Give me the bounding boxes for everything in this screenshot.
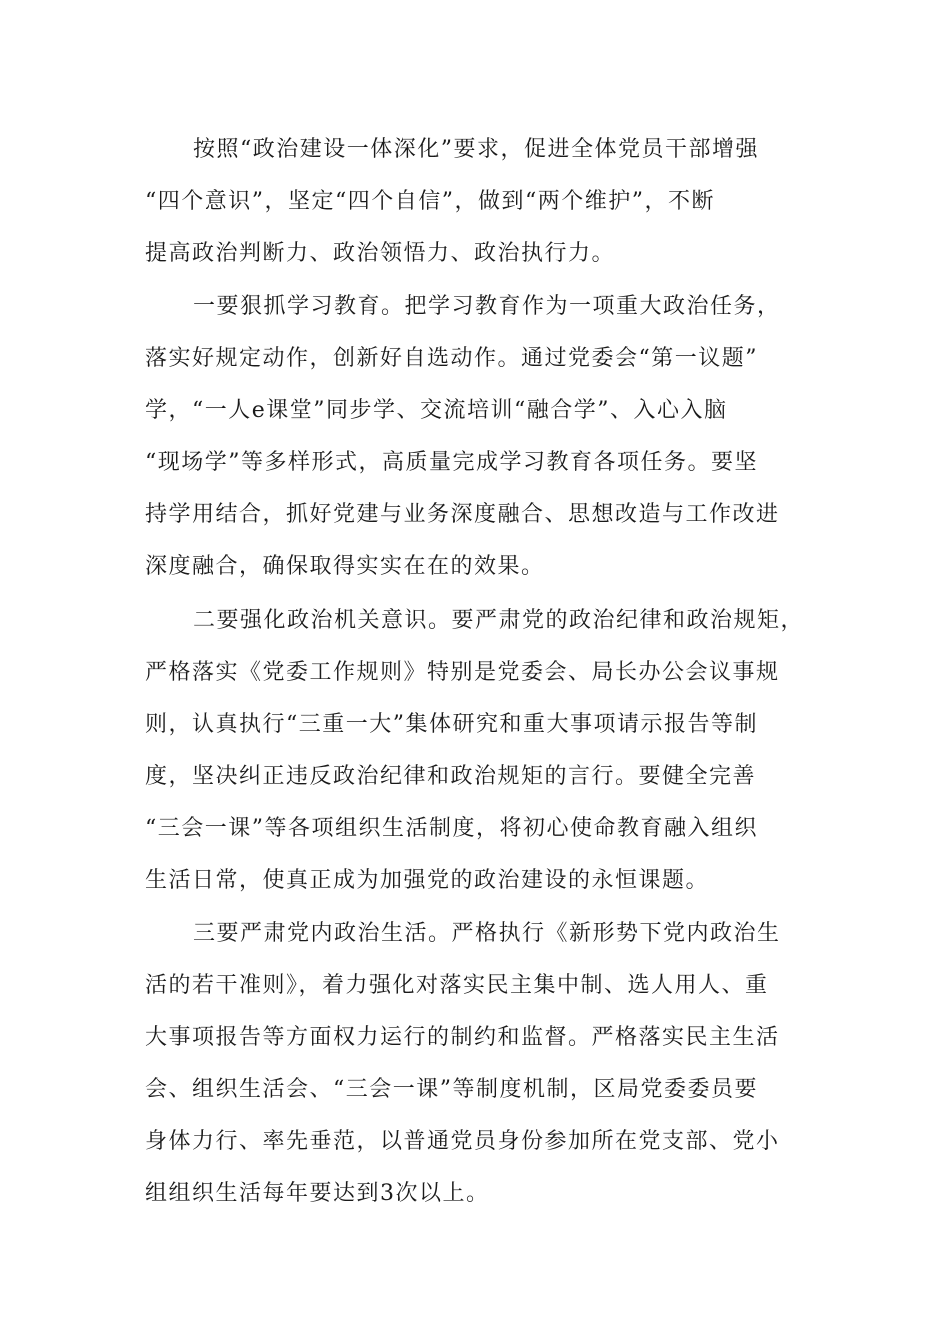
text-line: 身体力行、率先垂范，以普通党员身份参加所在党支部、党小 (145, 1129, 780, 1154)
paragraph-study-education (145, 281, 805, 593)
text-line: 生活日常，使真正成为加强党的政治建设的永恒课题。 (145, 868, 710, 893)
paragraph-political-organ-awareness (145, 595, 805, 907)
text-line: “三会一课”等各项组织生活制度，将初心使命教育融入组织 (145, 816, 758, 841)
text-line: “四个意识”，坚定“四个自信”，做到“两个维护”，不断 (145, 189, 715, 214)
text-line: 则，认真执行“三重一大”集体研究和重大事项请示报告等制 (145, 712, 758, 737)
text-line: “现场学”等多样形式，高质量完成学习教育各项任务。要坚 (145, 450, 758, 475)
paragraph-inner-party-life (145, 908, 805, 1220)
text-line: 二要强化政治机关意识。要严肃党的政治纪律和政治规矩， (193, 608, 805, 633)
text-line: 严格落实《党委工作规则》特别是党委会、局长办公会议事规 (145, 660, 780, 685)
text-line: 持学用结合，抓好党建与业务深度融合、思想改造与工作改进 (145, 502, 780, 527)
text-line: 按照“政治建设一体深化”要求，促进全体党员干部增强 (193, 137, 759, 162)
text-line: 一要狠抓学习教育。把学习教育作为一项重大政治任务， (193, 294, 781, 319)
text-line: 提高政治判断力、政治领悟力、政治执行力。 (145, 241, 616, 266)
text-line: 组组织生活每年要达到3次以上。 (145, 1181, 490, 1206)
text-line: 三要严肃党内政治生活。严格执行《新形势下党内政治生 (193, 921, 781, 946)
text-line: 深度融合，确保取得实实在在的效果。 (145, 554, 545, 579)
text-line: 活的若干准则》，着力强化对落实民主集中制、选人用人、重 (145, 973, 769, 998)
paragraph-political-construction (145, 124, 805, 280)
text-line: 学，“一人e课堂”同步学、交流培训“融合学”、入心入脑 (145, 398, 728, 423)
text-line: 落实好规定动作，创新好自选动作。通过党委会“第一议题” (145, 346, 758, 371)
text-line: 度，坚决纠正违反政治纪律和政治规矩的言行。要健全完善 (145, 764, 757, 789)
text-line: 会、组织生活会、“三会一课”等制度机制，区局党委委员要 (145, 1077, 758, 1102)
text-line: 大事项报告等方面权力运行的制约和监督。严格落实民主生活 (145, 1025, 780, 1050)
